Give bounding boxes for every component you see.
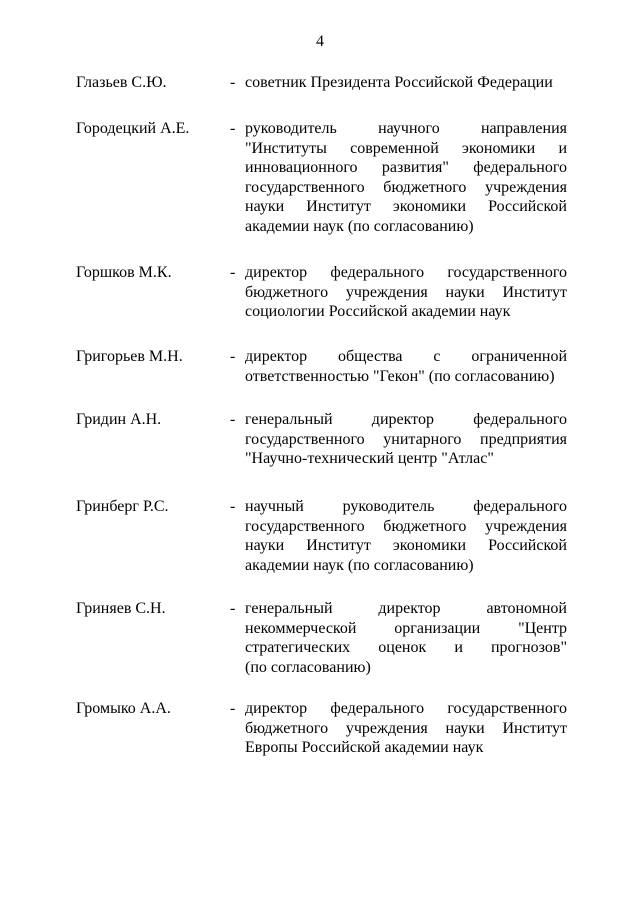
entry-description <box>245 263 567 322</box>
entry-name: Горшков М.К. <box>76 264 172 281</box>
page-number: 4 <box>316 33 324 50</box>
description-line: (по согласованию) <box>245 658 371 676</box>
description-line: академии наук (по согласованию) <box>245 217 474 235</box>
entry-name: Григорьев М.Н. <box>76 348 183 365</box>
entry-description <box>245 347 567 386</box>
description-line: стратегических оценок и прогнозов" <box>245 639 567 656</box>
entry-dash: - <box>230 348 236 365</box>
entry-dash: - <box>230 498 236 515</box>
entry-name: Гриняев С.Н. <box>76 600 166 617</box>
entry-name: Гринберг Р.С. <box>76 498 169 515</box>
description-line: генеральный директор автономной <box>245 600 567 617</box>
description-line: ответственностью "Гекон" (по согласованию) <box>245 367 555 385</box>
description-line: бюджетного учреждения науки Институт <box>245 719 567 737</box>
entry-dash: - <box>230 120 236 137</box>
description-line: научный руководитель федерального <box>245 498 567 515</box>
description-line: науки Институт экономики Российской <box>245 198 567 215</box>
description-line: государственного унитарного предприятия <box>245 430 567 448</box>
entry-dash: - <box>230 411 236 428</box>
entry-description <box>245 497 567 575</box>
description-line: некоммерческой организации "Центр <box>245 619 567 637</box>
description-line: советник Президента Российской Федерации <box>245 74 553 91</box>
description-line: "Научно-технический центр "Атлас" <box>245 450 494 467</box>
description-line: директор федерального государственного <box>245 264 567 281</box>
entry-description <box>245 599 567 677</box>
description-line: директор общества с ограниченной <box>245 348 567 365</box>
entry-description <box>245 119 567 236</box>
description-line: бюджетного учреждения науки Институт <box>245 283 567 301</box>
description-line: академии наук (по согласованию) <box>245 556 474 574</box>
entry-description <box>245 410 567 469</box>
description-line: инновационного развития" федерального <box>245 159 567 176</box>
entry-dash: - <box>230 74 236 91</box>
description-line: Европы Российской академии наук <box>245 739 484 756</box>
entry-name: Гридин А.Н. <box>76 411 162 428</box>
entry-name: Городецкий А.Е. <box>76 120 190 137</box>
description-line: социологии Российской академии наук <box>245 303 511 320</box>
description-line: науки Институт экономики Российской <box>245 537 567 554</box>
entry-dash: - <box>230 600 236 617</box>
description-line: "Институты современной экономики и <box>245 139 567 157</box>
description-line: руководитель научного направления <box>245 120 567 137</box>
entry-name: Громыко А.А. <box>76 700 171 717</box>
entry-description <box>245 699 567 758</box>
description-line: генеральный директор федерального <box>245 411 567 428</box>
entry-name: Глазьев С.Ю. <box>76 74 167 91</box>
description-line: директор федерального государственного <box>245 700 567 717</box>
entry-dash: - <box>230 700 236 717</box>
entry-dash: - <box>230 264 236 281</box>
entry-description <box>245 73 567 93</box>
description-line: государственного бюджетного учреждения <box>245 517 567 535</box>
description-line: государственного бюджетного учреждения <box>245 178 567 196</box>
